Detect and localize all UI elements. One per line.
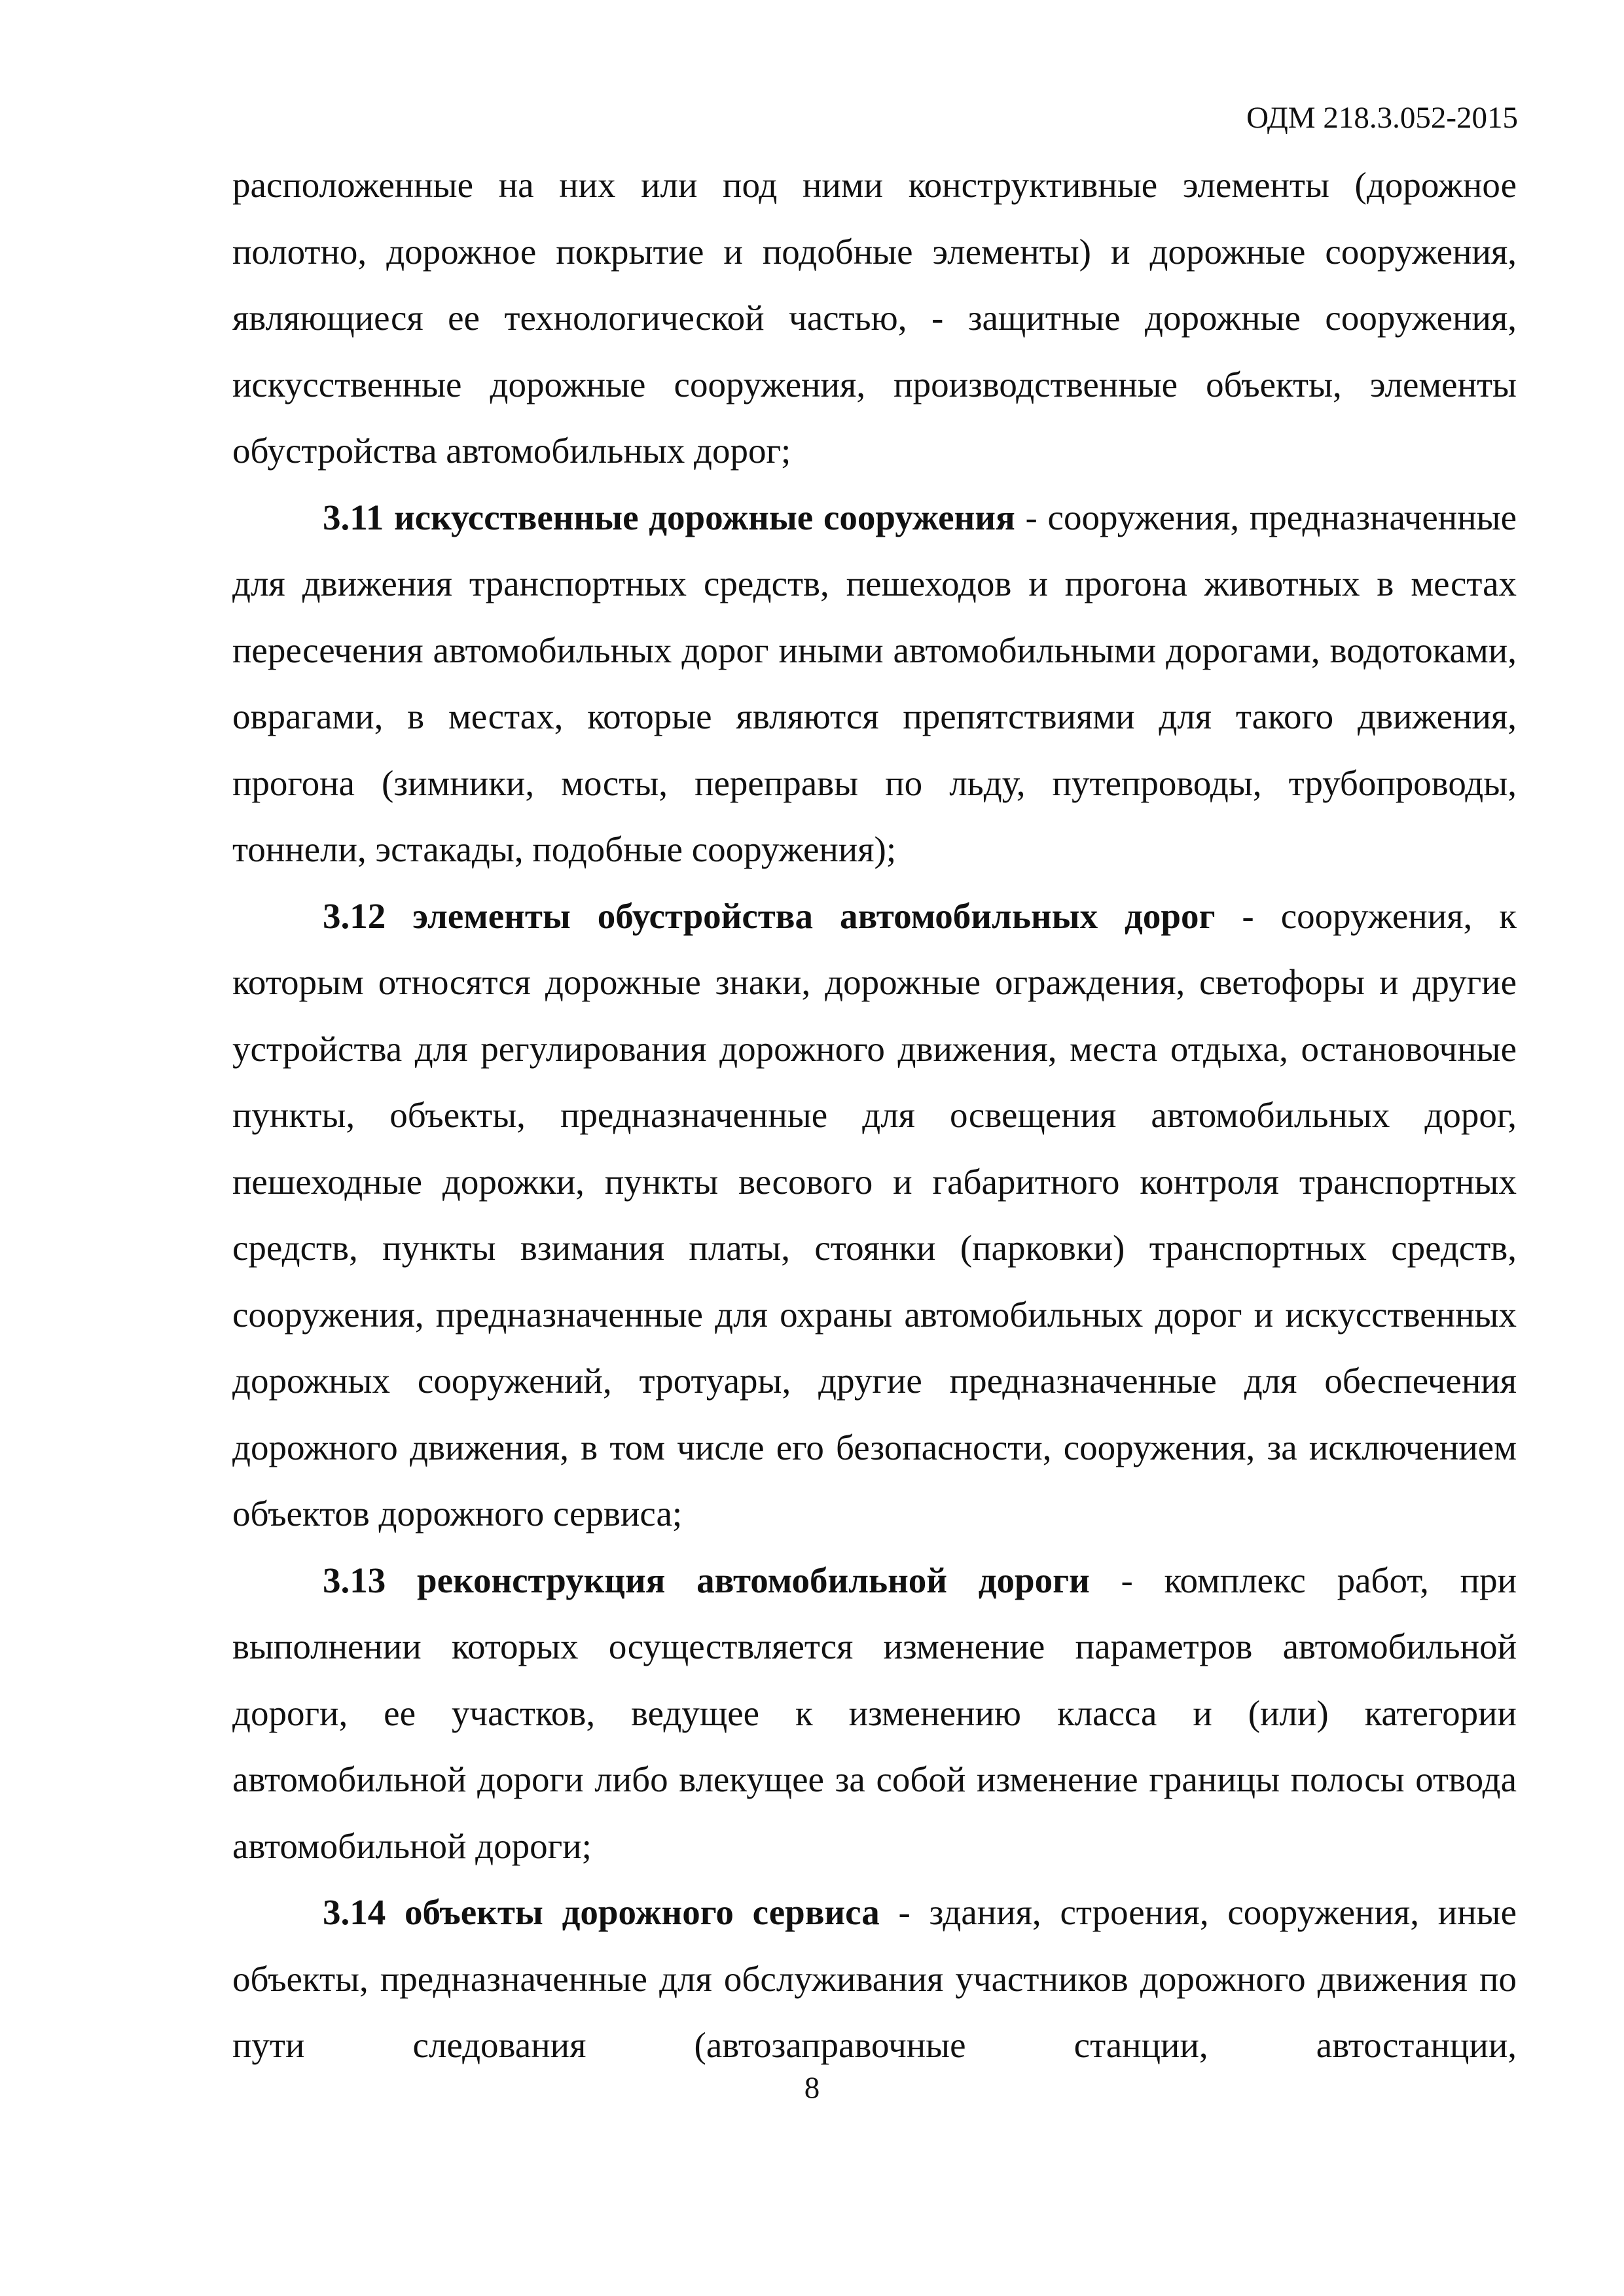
term-3-12: 3.12 элементы обустройства автомобильных дорог <box>323 895 1216 936</box>
paragraph-3-11 <box>232 484 1517 883</box>
document-code-header: ОДМ 218.3.052-2015 <box>1246 101 1518 135</box>
paragraph-3-14 <box>232 1879 1517 2079</box>
term-3-11: 3.11 искусственные дорожные сооружения <box>323 497 1015 537</box>
paragraph-3-12 <box>232 883 1517 1547</box>
term-3-13: 3.13 реконструкция автомобильной дороги <box>323 1560 1090 1600</box>
term-3-14: 3.14 объекты дорожного сервиса <box>323 1892 880 1932</box>
paragraph-continuation <box>232 152 1517 484</box>
definition-3-13: - комплекс работ, при выполнении которых осуществляется изменение параметров автомобильной дороги, ее участков, ведущее к изменению класса и (или) категории автомобильной дороги либо влекущее за собой изменение границы полосы отвода автомобильной дороги; <box>232 1560 1517 1866</box>
document-body <box>232 152 1517 2079</box>
definition-3-14: - здания, строения, сооружения, иные объекты, предназначенные для обслуживания участников дорожного движения по пути следования (автозаправочные станции, автостанции, <box>232 1892 1517 2065</box>
paragraph-text: расположенные на них или под ними конструктивные элементы (дорожное полотно, дорожное покрытие и подобные элементы) и дорожные сооружения, являющиеся ее технологической частью, - защитные дорожные сооружения, искусственные дорожные сооружения, производственные объекты, элементы обустройства автомобильных дорог; <box>232 165 1517 471</box>
definition-3-12: - сооружения, к которым относятся дорожные знаки, дорожные ограждения, светофоры и другие устройства для регулирования дорожного движения, места отдыха, остановочные пункты, объекты, предназначенные для освещения автомобильных дорог, пешеходные дорожки, пункты весового и габаритного контроля транспортных средств, пункты взимания платы, стоянки (парковки) транспортных средств, сооружения, предназначенные для охраны автомобильных дорог и искусственных дорожных сооружений, тротуары, другие предназначенные для обеспечения дорожного движения, в том числе его безопасности, сооружения, за исключением объектов дорожного сервиса; <box>232 895 1517 1534</box>
page-number: 8 <box>804 2071 820 2105</box>
definition-3-11: - сооружения, предназначенные для движения транспортных средств, пешеходов и прогона животных в местах пересечения автомобильных дорог иными автомобильными дорогами, водотоками, оврагами, в местах, которые являются препятствиями для такого движения, прогона (зимники, мосты, переправы по льду, путепроводы, трубопроводы, тоннели, эстакады, подобные сооружения); <box>232 497 1517 869</box>
paragraph-3-13 <box>232 1547 1517 1880</box>
